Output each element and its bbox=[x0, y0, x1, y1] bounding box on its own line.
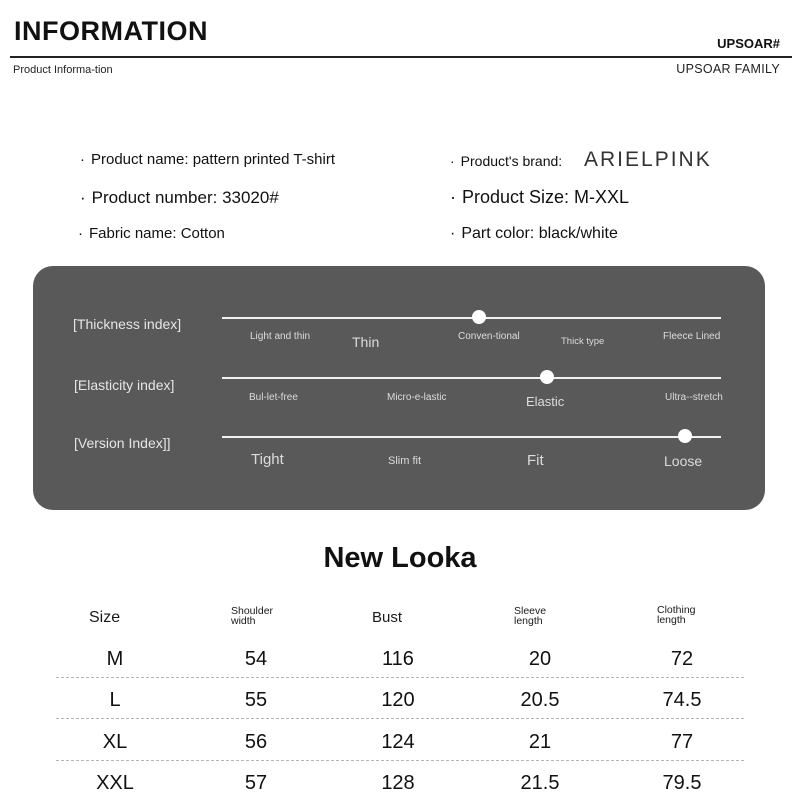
table-cell-clothing: 77 bbox=[670, 731, 694, 753]
elasticity-option-bullet-free: Bul-let-free bbox=[249, 392, 298, 403]
bullet: · bbox=[450, 187, 456, 207]
row-divider bbox=[56, 677, 744, 678]
thickness-option-conventional: Conven-tional bbox=[458, 331, 520, 342]
table-cell-shoulder: 57 bbox=[244, 772, 268, 794]
thickness-option-thin: Thin bbox=[352, 334, 380, 350]
bullet: · bbox=[450, 153, 455, 169]
elasticity-index-label: [Elasticity index] bbox=[74, 377, 175, 393]
table-header-shoulder-width: Shoulder width bbox=[231, 605, 274, 627]
part-color: Part color: black/white bbox=[461, 225, 618, 242]
table-cell-size: XXL bbox=[96, 772, 134, 794]
bullet: · bbox=[78, 225, 83, 242]
product-size: Product Size: M-XXL bbox=[462, 187, 630, 207]
table-cell-size: XL bbox=[102, 731, 128, 753]
table-header-bust: Bust bbox=[372, 609, 403, 626]
table-cell-bust: 124 bbox=[381, 731, 415, 753]
elasticity-option-elastic: Elastic bbox=[526, 394, 565, 409]
table-cell-shoulder: 55 bbox=[244, 689, 268, 711]
section-subtitle: Product Informa-tion bbox=[13, 64, 113, 76]
product-name-row bbox=[80, 151, 335, 168]
elasticity-scale-line bbox=[222, 377, 721, 379]
table-cell-sleeve: 21.5 bbox=[520, 772, 560, 794]
brand-tag: UPSOAR# bbox=[717, 36, 780, 51]
fabric-name: Fabric name: Cotton bbox=[89, 225, 225, 242]
brand-family: UPSOAR FAMILY bbox=[676, 62, 780, 76]
table-cell-bust: 128 bbox=[381, 772, 415, 794]
table-cell-sleeve: 20 bbox=[528, 648, 552, 670]
table-cell-clothing: 79.5 bbox=[662, 772, 702, 794]
table-cell-size: L bbox=[109, 689, 121, 711]
version-option-slim-fit: Slim fit bbox=[388, 455, 421, 467]
thickness-option-thick: Thick type bbox=[561, 336, 605, 347]
row-divider bbox=[56, 718, 744, 719]
product-number: Product number: 33020# bbox=[91, 188, 279, 207]
table-header-sleeve-length: Sleeve length bbox=[514, 605, 547, 627]
product-brand-label: Product's brand: bbox=[460, 153, 563, 169]
elasticity-option-micro-elastic: Micro-e-lastic bbox=[387, 392, 447, 403]
product-brand-row bbox=[450, 153, 562, 169]
product-size-row bbox=[450, 187, 629, 208]
product-number-row bbox=[80, 188, 279, 208]
thickness-indicator-dot bbox=[472, 310, 486, 324]
elasticity-option-ultra-stretch: Ultra--stretch bbox=[665, 392, 723, 403]
table-cell-clothing: 72 bbox=[670, 648, 694, 670]
version-scale-line bbox=[222, 436, 721, 438]
color-row bbox=[450, 225, 618, 243]
bullet: · bbox=[80, 151, 85, 168]
table-header-clothing-length: Clothing length bbox=[657, 604, 696, 626]
version-option-tight: Tight bbox=[251, 451, 284, 468]
fabric-row bbox=[78, 225, 225, 242]
table-cell-sleeve: 21 bbox=[528, 731, 552, 753]
header-divider bbox=[10, 56, 792, 58]
row-divider bbox=[56, 760, 744, 761]
table-cell-size: M bbox=[106, 648, 124, 670]
version-indicator-dot bbox=[678, 429, 692, 443]
bullet: · bbox=[450, 225, 456, 242]
thickness-option-fleece: Fleece Lined bbox=[663, 331, 721, 342]
table-cell-bust: 120 bbox=[381, 689, 415, 711]
thickness-index-label: [Thickness index] bbox=[73, 316, 182, 332]
version-option-fit: Fit bbox=[527, 452, 544, 469]
version-option-loose: Loose bbox=[664, 453, 703, 469]
size-table-title: New Looka bbox=[323, 542, 477, 574]
table-header-size: Size bbox=[89, 609, 121, 626]
version-index-label: [Version Index]] bbox=[74, 435, 171, 451]
table-cell-clothing: 74.5 bbox=[662, 689, 702, 711]
bullet: · bbox=[80, 188, 86, 207]
product-name: Product name: pattern printed T-shirt bbox=[91, 151, 336, 168]
table-cell-sleeve: 20.5 bbox=[520, 689, 560, 711]
thickness-option-light-thin: Light and thin bbox=[250, 331, 311, 342]
brand-logo: ARIELPINK bbox=[584, 148, 712, 171]
elasticity-indicator-dot bbox=[540, 370, 554, 384]
table-cell-bust: 116 bbox=[382, 648, 414, 670]
table-cell-shoulder: 56 bbox=[244, 731, 268, 753]
page-title: INFORMATION bbox=[14, 16, 208, 46]
table-cell-shoulder: 54 bbox=[244, 648, 268, 670]
